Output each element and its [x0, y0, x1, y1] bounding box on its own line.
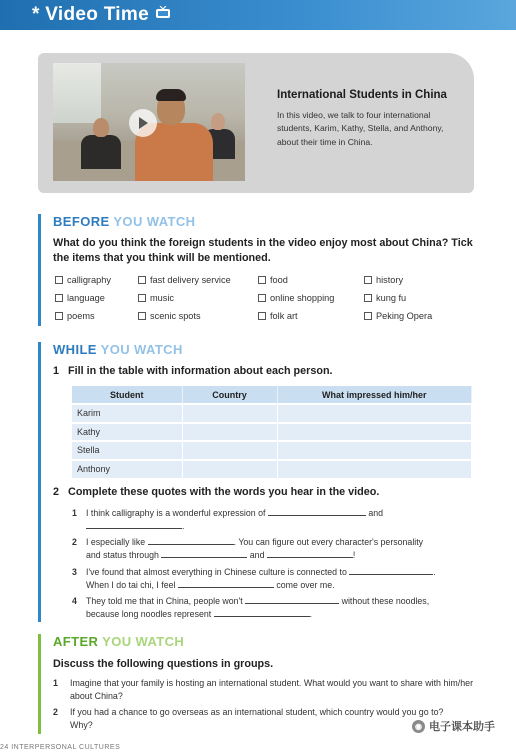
thumbnail-student-left-head — [93, 118, 109, 137]
table-row — [72, 460, 472, 479]
country-cell[interactable] — [182, 423, 277, 442]
checklist-item[interactable] — [364, 293, 406, 303]
checklist-item[interactable] — [364, 311, 432, 321]
answer-blank[interactable] — [245, 595, 339, 604]
checkbox[interactable] — [138, 276, 146, 284]
video-title: International Students in China — [277, 89, 447, 101]
video-thumbnail[interactable] — [53, 63, 245, 181]
answer-blank[interactable] — [268, 507, 366, 516]
table-row — [72, 423, 472, 442]
checkbox[interactable] — [258, 312, 266, 320]
watermark — [412, 718, 495, 734]
impressed-cell[interactable] — [277, 441, 472, 460]
while-task-1 — [53, 365, 333, 377]
checklist-label: calligraphy — [67, 275, 111, 285]
quote-item — [72, 566, 472, 592]
checklist-label: folk art — [270, 311, 298, 321]
quote-segment: because long noodles represent — [86, 609, 212, 619]
discussion-text: Imagine that your family is hosting an international student. What would you want to share with him/her about China? — [70, 678, 474, 701]
page-footer: 24 INTERPERSONAL CULTURES — [0, 744, 121, 751]
while-heading — [53, 342, 183, 357]
quote-segment: I especially like — [86, 537, 146, 547]
checklist-item[interactable] — [138, 293, 174, 303]
checkbox[interactable] — [138, 294, 146, 302]
after-heading-light: YOU WATCH — [102, 634, 185, 649]
quote-text — [86, 566, 472, 592]
while-heading-bold: WHILE — [53, 342, 97, 357]
quote-item — [72, 507, 472, 533]
quote-segment: without these noodles, — [341, 596, 430, 606]
header-banner — [0, 0, 516, 30]
tv-icon — [155, 7, 171, 24]
task-2-text: Complete these quotes with the words you hear in the video. — [68, 486, 380, 498]
answer-blank[interactable] — [267, 549, 356, 560]
quote-text — [86, 507, 472, 533]
table-row — [72, 404, 472, 423]
task-2-number: 2 — [53, 486, 60, 498]
thumbnail-student-right-head — [211, 113, 225, 130]
before-heading-light: YOU WATCH — [113, 214, 196, 229]
play-icon[interactable] — [129, 109, 157, 137]
thumbnail-student-center-hair — [156, 89, 186, 101]
quote-text — [86, 536, 472, 562]
checkbox[interactable] — [55, 276, 63, 284]
table-header-student: Student — [72, 386, 182, 404]
quote-segment: come over me. — [276, 580, 335, 590]
country-cell[interactable] — [182, 441, 277, 460]
before-section-bar — [38, 214, 41, 326]
quote-number: 2 — [72, 537, 77, 547]
watermark-text: 电子课本助手 — [429, 721, 495, 733]
checkbox[interactable] — [258, 276, 266, 284]
checkbox[interactable] — [364, 276, 372, 284]
checklist-label: language — [67, 293, 105, 303]
before-heading — [53, 214, 195, 229]
task-1-text: Fill in the table with information about each person. — [68, 365, 333, 377]
while-section-bar — [38, 342, 41, 622]
thumbnail-student-left — [81, 135, 121, 169]
answer-blank[interactable] — [214, 608, 313, 619]
table-header-row — [72, 386, 472, 404]
checklist-item[interactable] — [258, 293, 334, 303]
checklist-item[interactable] — [55, 311, 95, 321]
checkbox[interactable] — [364, 312, 372, 320]
table-header-impressed: What impressed him/her — [277, 386, 472, 404]
table-row — [72, 441, 472, 460]
after-heading — [53, 634, 184, 649]
quote-segment: and — [368, 508, 384, 518]
quote-segment: I think calligraphy is a wonderful expression of — [86, 508, 266, 518]
country-cell[interactable] — [182, 460, 277, 479]
checklist-label: poems — [67, 311, 95, 321]
quote-segment: They told me that in China, people won't — [86, 596, 243, 606]
impressed-cell[interactable] — [277, 423, 472, 442]
checklist-item[interactable] — [55, 293, 105, 303]
quote-number: 3 — [72, 567, 77, 577]
discussion-number: 2 — [53, 707, 58, 717]
answer-blank[interactable] — [349, 566, 436, 577]
checklist-label: fast delivery service — [150, 275, 231, 285]
before-heading-bold: BEFORE — [53, 214, 110, 229]
quote-segment: . — [309, 609, 313, 619]
discussion-number: 1 — [53, 678, 58, 688]
checklist-item[interactable] — [55, 275, 111, 285]
impressed-cell[interactable] — [277, 404, 472, 423]
quote-segment: ! — [352, 550, 356, 560]
student-name: Stella — [72, 441, 182, 460]
answer-blank[interactable] — [148, 536, 234, 545]
quote-segment: . You can figure out every character's personality — [233, 537, 424, 547]
checklist-label: Peking Opera — [376, 311, 433, 321]
checklist-label: kung fu — [376, 293, 407, 303]
discussion-item — [53, 677, 483, 703]
quote-segment: . — [182, 521, 185, 531]
checklist-label: scenic spots — [150, 311, 201, 321]
checklist-item[interactable] — [258, 275, 288, 285]
checklist-item[interactable] — [364, 275, 403, 285]
student-name: Kathy — [72, 423, 182, 442]
checkbox[interactable] — [364, 294, 372, 302]
checkbox[interactable] — [55, 312, 63, 320]
quote-number: 4 — [72, 596, 77, 606]
after-heading-bold: AFTER — [53, 634, 99, 649]
answer-blank[interactable] — [86, 520, 185, 531]
video-card — [38, 53, 474, 193]
after-question: Discuss the following questions in groups. — [53, 658, 274, 670]
checklist-label: food — [270, 275, 288, 285]
video-description: In this video, we talk to four international students, Karim, Kathy, Stella, and Anthony, about their time in China. — [277, 110, 444, 147]
table-header-country: Country — [182, 386, 277, 404]
checkbox[interactable] — [258, 294, 266, 302]
quote-segment: and status through — [86, 550, 159, 560]
quote-item — [72, 595, 472, 621]
before-question: What do you think the foreign students in the video enjoy most about China? Tick the items that you think will be mentioned. — [53, 237, 473, 264]
impressed-cell[interactable] — [277, 460, 472, 479]
checklist-item[interactable] — [138, 311, 201, 321]
discussion-item — [53, 706, 468, 732]
country-cell[interactable] — [182, 404, 277, 423]
checklist-item[interactable] — [138, 275, 231, 285]
student-info-table — [72, 386, 472, 478]
quote-segment: and — [249, 550, 265, 560]
student-name: Anthony — [72, 460, 182, 479]
checklist-item[interactable] — [258, 311, 298, 321]
checkbox[interactable] — [138, 312, 146, 320]
quote-segment: When I do tai chi, I feel — [86, 580, 176, 590]
banner-title — [32, 4, 171, 26]
task-1-number: 1 — [53, 365, 60, 377]
quote-segment: . — [433, 567, 436, 577]
quote-number: 1 — [72, 508, 77, 518]
answer-blank[interactable] — [178, 579, 274, 588]
student-name: Karim — [72, 404, 182, 423]
checklist-label: music — [150, 293, 174, 303]
after-section-bar — [38, 634, 41, 734]
checklist-label: history — [376, 275, 404, 285]
watermark-logo-icon: ◉ — [412, 720, 425, 733]
checklist-label: online shopping — [270, 293, 335, 303]
checkbox[interactable] — [55, 294, 63, 302]
while-heading-light: YOU WATCH — [100, 342, 183, 357]
answer-blank[interactable] — [161, 549, 247, 558]
quote-segment: I've found that almost everything in Chinese culture is connected to — [86, 567, 347, 577]
quote-text — [86, 595, 472, 621]
thumbnail-window — [53, 63, 101, 123]
banner-title-text: * Video Time — [32, 4, 149, 25]
quote-item — [72, 536, 472, 562]
while-task-2 — [53, 486, 379, 498]
discussion-text: If you had a chance to go overseas as an international student, which country would you go to? Why? — [70, 707, 444, 730]
